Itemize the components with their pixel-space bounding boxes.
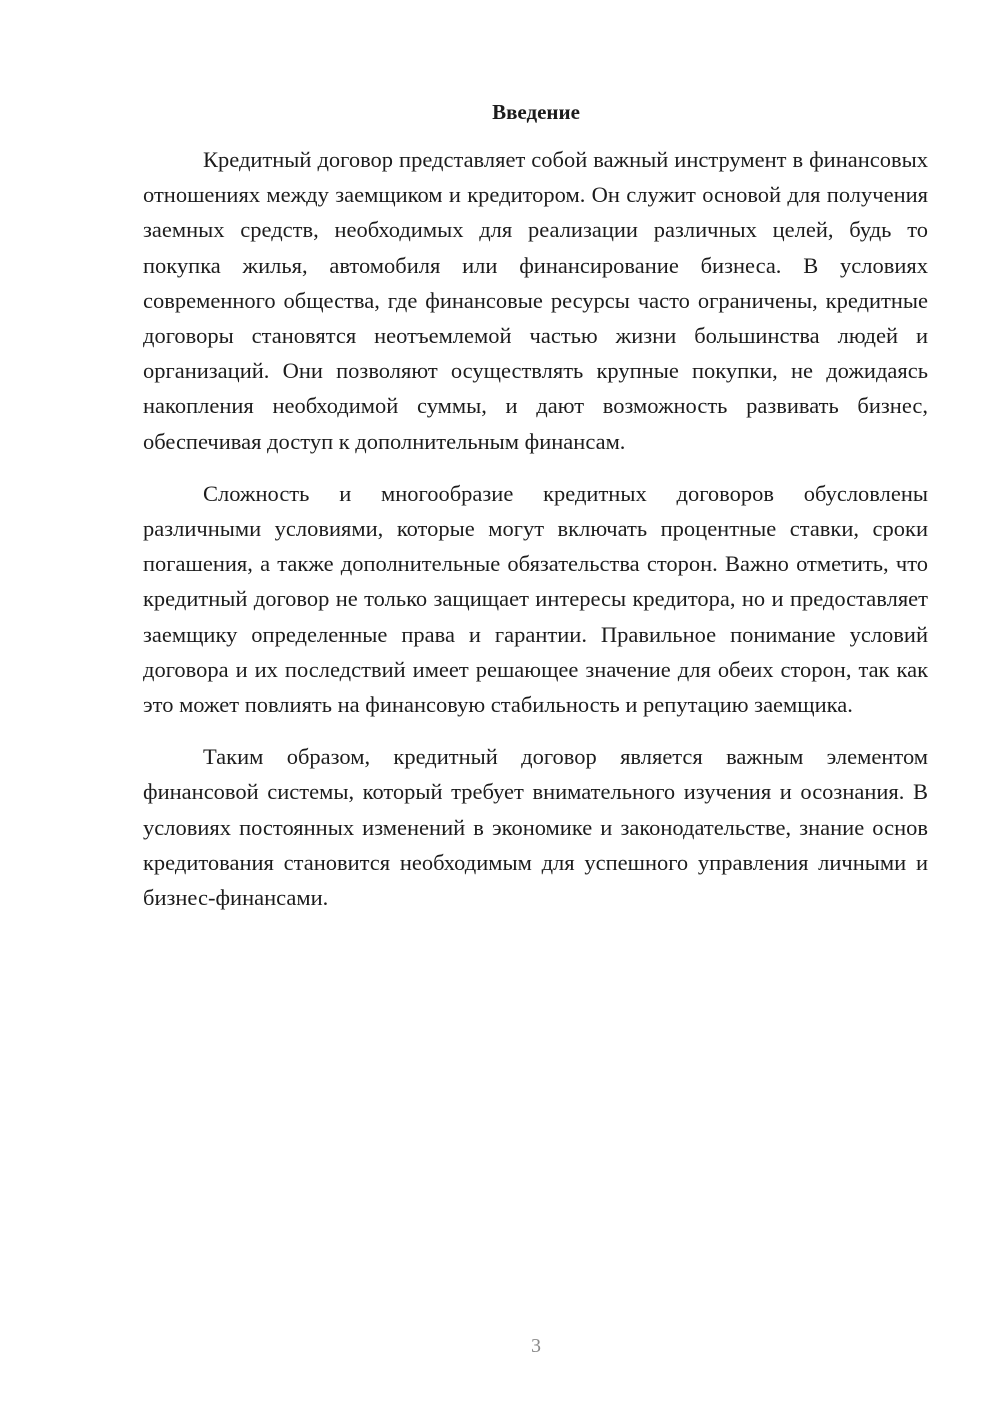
paragraph-3: Таким образом, кредитный договор является важным элементом финансовой системы, который требует внимательного изучения и осознания. В условиях постоянных изменений в экономике и законодательстве, знание основ кредитования становится необходимым для успешного управления личными и бизнес-финансами. xyxy=(143,744,928,911)
paragraph-1: Кредитный договор представляет собой важный инструмент в финансовых отношениях между заемщиком и кредитором. Он служит основой для получения заемных средств, необходимых для реализации различных целей, будь то покупка жилья, автомобиля или финансирование бизнеса. В условиях современного общества, где финансовые ресурсы часто ограничены, кредитные договоры становятся неотъемлемой частью жизни большинства людей и организаций. Они позволяют осуществлять крупные покупки, не дожидаясь накопления необходимой суммы, и дают возможность развивать бизнес, обеспечивая доступ к дополнительным финансам. xyxy=(143,147,928,454)
page-number: 3 xyxy=(531,1335,541,1357)
paragraph-2: Сложность и многообразие кредитных договоров обусловлены различными условиями, которые могут включать процентные ставки, сроки погашения, а также дополнительные обязательства сторон. Важно отметить, что кредитный договор не только защищает интересы кредитора, но и предоставляет заемщику определенные права и гарантии. Правильное понимание условий договора и их последствий имеет решающее значение для обеих сторон, так как это может повлиять на финансовую стабильность и репутацию заемщика. xyxy=(143,480,928,718)
body-text xyxy=(143,142,928,932)
section-heading: Введение xyxy=(492,100,580,124)
